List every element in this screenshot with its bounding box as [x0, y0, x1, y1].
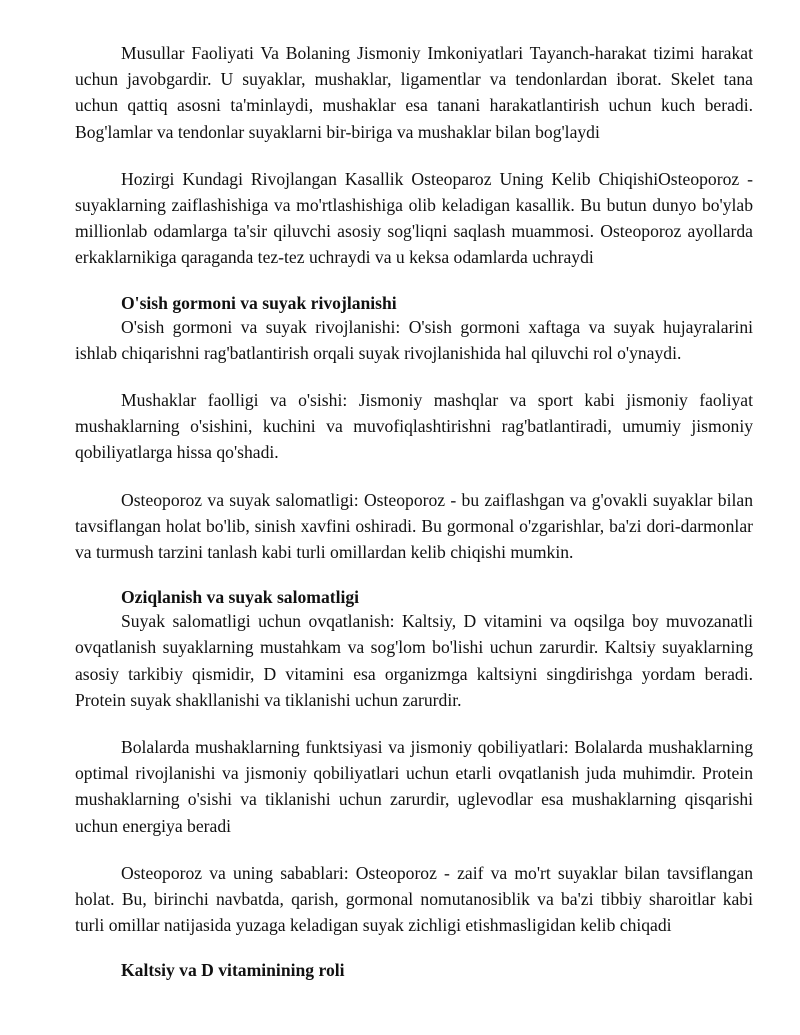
paragraph-muscle-growth: Mushaklar faolligi va o'sishi: Jismoniy mashqlar va sport kabi jismoniy faoliyat mushaklarning o'sishini, kuchini va muvofiqlashtirishni rag'batlantiradi, umumiy jismoniy qobiliyatlarga hissa qo'shadi.: [75, 390, 753, 463]
heading-nutrition: Oziqlanish va suyak salomatligi: [121, 587, 360, 608]
paragraph-children-muscles: Bolalarda mushaklarning funktsiyasi va jismoniy qobiliyatlari: Bolalarda mushaklarning optimal rivojlanishi va jismoniy qobiliyatlari uchun etarli ovqatlanish juda muhimdir. Protein mushaklarning o'sishi va tiklanishi uchun zarurdir, uglevodlar esa mushaklarning qisqarishi uchun energiya beradi: [75, 737, 753, 836]
heading-calcium-vitamin-d: Kaltsiy va D vitaminining roli: [121, 960, 345, 981]
paragraph-muscle-activity: Musullar Faoliyati Va Bolaning Jismoniy Imkoniyatlari Tayanch-harakat tizimi harakat uchun javobgardir. U suyaklar, mushaklar, ligamentlar va tendonlardan iborat. Skelet tana uchun qattiq asosni ta'minlaydi, mushaklar esa tanani harakatlantirish uchun kuch beradi. Bog'lamlar va tendonlar suyaklarni bir-biriga va mushaklar bilan bog'laydi: [75, 43, 753, 142]
paragraph-osteoporosis-bone-health: Osteoporoz va suyak salomatligi: Osteoporoz - bu zaiflashgan va g'ovakli suyaklar bilan tavsiflangan holat bo'lib, sinish xavfini oshiradi. Bu gormonal o'zgarishlar, ba'zi dori-darmonlar va turmush tarzini tanlash kabi turli omillardan kelib chiqishi mumkin.: [75, 489, 753, 563]
paragraph-osteoporosis-origin: Hozirgi Kundagi Rivojlangan Kasallik Osteoparoz Uning Kelib ChiqishiOsteoporoz - suyaklarning zaiflashishiga va mo'rtlashishiga olib keladigan kasallik. Bu butun dunyo bo'ylab millionlab odamlarga ta'sir qiluvchi asosiy sog'liqni saqlash muammosi. Osteoporoz ayollarda erkaklarnikiga qaraganda tez-tez uchraydi va u keksa odamlarda uchraydi: [75, 168, 753, 268]
paragraph-nutrition: Suyak salomatligi uchun ovqatlanish: Kaltsiy, D vitamini va oqsilga boy muvozanatli ovqatlanish suyaklarning mustahkam va sog'lom bo'lishi uchun zarurdir. Kaltsiy suyaklarning asosiy tarkibiy qismidir, D vitamini esa organizmga kaltsiyni singdirishga yordam beradi. Protein suyak shakllanishi va tiklanishi uchun zarurdir.: [75, 611, 753, 710]
paragraph-osteoporosis-causes: Osteoporoz va uning sabablari: Osteoporoz - zaif va mo'rt suyaklar bilan tavsiflangan holat. Bu, birinchi navbatda, qarish, gormonal nomutanosiblik va ba'zi tibbiy sharoitlar kabi turli omillar natijasida yuzaga keladigan suyak zichligi etishmasligidan kelib chiqadi: [75, 862, 753, 936]
heading-growth-hormone: O'sish gormoni va suyak rivojlanishi: [121, 292, 397, 313]
paragraph-growth-hormone: O'sish gormoni va suyak rivojlanishi: O'sish gormoni xaftaga va suyak hujayralarini ishlab chiqarishni rag'batlantirish orqali suyak rivojlanishida hal qiluvchi rol o'ynaydi.: [75, 316, 753, 363]
